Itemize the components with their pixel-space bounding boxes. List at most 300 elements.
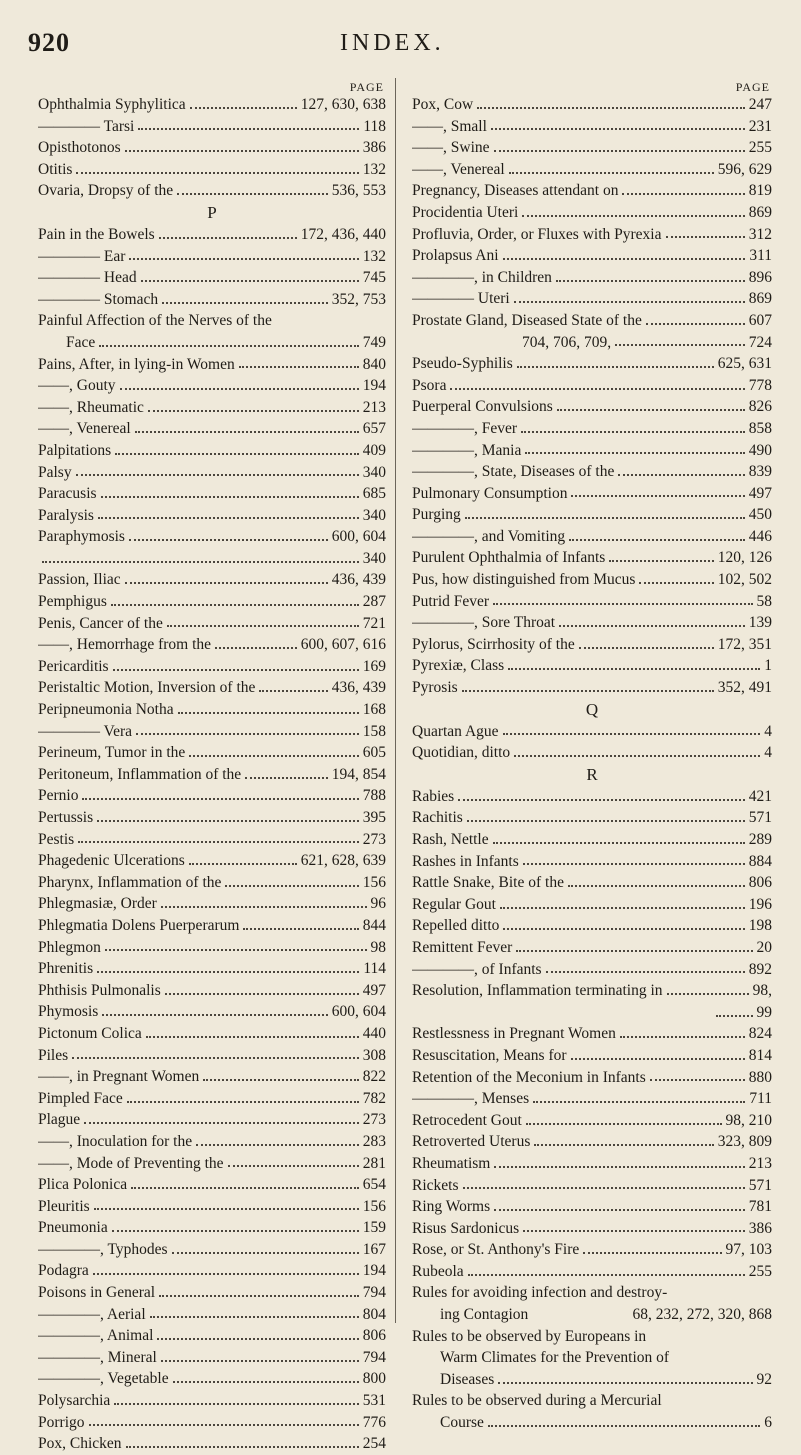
leader-dots	[113, 669, 359, 671]
entry-pages: 781	[748, 1198, 772, 1216]
entry-pages: 213	[362, 398, 386, 416]
leader-dots	[488, 1425, 760, 1427]
index-entry	[38, 310, 386, 332]
entry-pages: 621, 628, 639	[300, 852, 386, 870]
entry-pages: 800	[362, 1370, 386, 1388]
index-entry	[412, 440, 772, 462]
index-entry	[412, 461, 772, 483]
entry-term: Pharynx, Inflammation of the	[38, 873, 222, 891]
entry-term: Painful Affection of the Nerves of the	[38, 312, 272, 330]
entry-pages: 395	[362, 809, 386, 826]
leader-dots	[467, 820, 745, 822]
index-entry	[412, 332, 772, 354]
entry-term: Pertussis	[38, 809, 94, 826]
entry-term: Prostate Gland, Diseased State of the	[412, 311, 642, 329]
index-entry	[412, 742, 772, 764]
entry-term: Warm Climates for the Prevention of	[440, 1349, 670, 1367]
entry-term: Otitis	[38, 160, 73, 178]
index-entry	[38, 1174, 386, 1196]
index-entry	[38, 591, 386, 613]
leader-dots	[493, 603, 752, 605]
entry-pages: 132	[362, 160, 386, 178]
entry-term: Rattle Snake, Bite of the	[412, 874, 564, 892]
index-entry	[412, 547, 772, 569]
index-entry	[412, 612, 772, 634]
leader-dots	[159, 237, 297, 239]
leader-dots	[494, 1209, 745, 1211]
leader-dots	[666, 236, 745, 238]
entry-term: Face	[66, 333, 96, 351]
entry-pages: 794	[362, 1348, 386, 1366]
index-entry	[38, 1217, 386, 1239]
index-entry	[38, 159, 386, 181]
leader-dots	[189, 755, 358, 757]
entry-pages: 281	[362, 1154, 386, 1172]
entry-pages: 352, 491	[717, 679, 772, 697]
entry-pages: 497	[362, 981, 386, 999]
entry-term: Perineum, Tumor in the	[38, 744, 186, 762]
index-entry	[38, 721, 386, 743]
entry-term: ————, Mineral	[38, 1348, 157, 1366]
leader-dots	[559, 625, 745, 627]
entry-pages: 806	[362, 1327, 386, 1345]
index-entry	[412, 375, 772, 397]
index-entry	[412, 591, 772, 613]
index-entry	[38, 332, 386, 354]
entry-term: Phrenitis	[38, 960, 94, 978]
entry-term: Plica Polonica	[38, 1176, 128, 1194]
index-entry	[412, 1045, 772, 1067]
leader-dots	[477, 107, 745, 109]
index-entry	[38, 548, 386, 570]
entry-pages: 194, 854	[331, 765, 386, 783]
index-entry	[412, 959, 772, 981]
entry-term: Pyrosis	[412, 679, 458, 697]
leader-dots	[161, 906, 367, 908]
leader-dots	[225, 885, 358, 887]
leader-dots	[579, 647, 714, 649]
entry-term: 704, 706, 709,	[522, 333, 612, 351]
entry-pages: 721	[362, 614, 386, 632]
index-entry	[412, 202, 772, 224]
entry-pages: 172, 436, 440	[300, 225, 386, 243]
entry-term: Palpitations	[38, 441, 112, 459]
index-entry	[38, 289, 386, 311]
entry-term: ——, Small	[412, 117, 487, 135]
entry-term: ——, Venereal	[412, 160, 505, 178]
entry-pages: 273	[362, 1111, 386, 1129]
entry-pages: 536, 553	[331, 182, 386, 200]
leader-dots	[503, 928, 744, 930]
entry-pages: 194	[362, 377, 386, 395]
entry-term: Pictonum Colica	[38, 1024, 142, 1042]
entry-pages: 600, 607, 616	[300, 636, 386, 654]
index-entry	[412, 1067, 772, 1089]
index-entry	[38, 1196, 386, 1218]
entry-pages: 711	[749, 1090, 772, 1108]
index-entry	[412, 1131, 772, 1153]
leader-dots	[503, 258, 746, 260]
index-entry	[412, 137, 772, 159]
entry-pages: 446	[748, 527, 772, 545]
entry-term: Rules to be observed by Europeans in	[412, 1327, 647, 1345]
entry-term: Pseudo-Syphilis	[412, 355, 513, 373]
entry-term: Porrigo	[38, 1413, 85, 1431]
index-entry	[412, 569, 772, 591]
leader-dots	[450, 388, 744, 390]
index-entry	[38, 1347, 386, 1369]
leader-dots	[146, 1036, 359, 1038]
entry-term: Putrid Fever	[412, 592, 490, 610]
index-entry	[38, 829, 386, 851]
leader-dots	[165, 993, 359, 995]
entry-pages: 159	[362, 1219, 386, 1237]
index-entry	[412, 1023, 772, 1045]
entry-term: ing Contagion	[440, 1306, 529, 1324]
leader-dots	[196, 1144, 359, 1146]
entry-term: Rashes in Infants	[412, 852, 519, 870]
index-entry	[38, 116, 386, 138]
leader-dots	[646, 323, 745, 325]
entry-term: Remittent Fever	[412, 938, 513, 956]
index-entry	[38, 1260, 386, 1282]
index-entry	[412, 807, 772, 829]
index-entry	[38, 526, 386, 548]
index-entry	[412, 180, 772, 202]
entry-term: Rose, or St. Anthony's Fire	[412, 1241, 580, 1259]
leader-dots	[517, 366, 714, 368]
entry-term: ————, Vegetable	[38, 1370, 169, 1388]
leader-dots	[458, 799, 745, 801]
leader-dots	[131, 1187, 359, 1189]
leader-dots	[522, 215, 744, 217]
index-entry	[38, 699, 386, 721]
index-entry	[38, 94, 386, 116]
index-entry	[412, 1196, 772, 1218]
leader-dots	[203, 1079, 359, 1081]
entry-term: Phthisis Pulmonalis	[38, 981, 161, 999]
entry-pages: 605	[362, 744, 386, 762]
leader-dots	[523, 1230, 745, 1232]
entry-term: Repelled ditto	[412, 917, 500, 935]
entry-pages: 255	[748, 1262, 772, 1280]
leader-dots	[189, 863, 297, 865]
index-entry	[412, 418, 772, 440]
index-entry	[38, 569, 386, 591]
entry-term: ————, Sore Throat	[412, 614, 556, 632]
index-entry	[38, 1282, 386, 1304]
column-divider	[395, 78, 396, 1323]
entry-pages: 600, 604	[331, 1003, 386, 1021]
entry-term: Peristaltic Motion, Inversion of the	[38, 679, 256, 697]
index-entry	[412, 1110, 772, 1132]
entry-term: Prolapsus Ani	[412, 247, 499, 265]
entry-term: Phymosis	[38, 1003, 99, 1021]
entry-pages: 169	[362, 657, 386, 675]
entry-pages: 869	[748, 203, 772, 221]
leader-dots	[491, 128, 745, 130]
entry-term: Poisons in General	[38, 1284, 156, 1302]
entry-term: ———— Tarsi	[38, 117, 135, 135]
entry-pages: 254	[362, 1435, 386, 1453]
entry-pages: 255	[748, 139, 772, 157]
entry-term: Paraphymosis	[38, 528, 125, 546]
index-entry	[38, 1066, 386, 1088]
leader-dots	[127, 1101, 359, 1103]
entry-term: Pylorus, Scirrhosity of the	[412, 635, 575, 653]
leader-dots	[525, 452, 744, 454]
leader-dots	[622, 193, 744, 195]
entry-pages: 440	[362, 1024, 386, 1042]
index-entry	[38, 807, 386, 829]
index-entry	[38, 1045, 386, 1067]
index-entry	[38, 267, 386, 289]
leader-dots	[161, 1360, 359, 1362]
entry-term: ——, Inoculation for the	[38, 1132, 193, 1150]
entry-pages: 158	[362, 722, 386, 740]
entry-pages: 283	[362, 1132, 386, 1150]
leader-dots	[159, 1295, 359, 1297]
index-entry	[38, 1153, 386, 1175]
entry-term: ——, Mode of Preventing the	[38, 1154, 224, 1172]
entry-pages: 884	[748, 852, 772, 870]
leader-dots	[178, 712, 359, 714]
index-entry	[38, 1001, 386, 1023]
index-entry	[412, 1261, 772, 1283]
entry-pages: 685	[362, 485, 386, 503]
entry-pages: 826	[748, 398, 772, 416]
entry-term: ————, Menses	[412, 1090, 530, 1108]
leader-dots	[463, 1187, 745, 1189]
entry-term: Plague	[38, 1111, 81, 1129]
entry-term: Ring Worms	[412, 1198, 491, 1216]
entry-pages: 312	[748, 225, 772, 243]
leader-dots	[215, 647, 297, 649]
entry-pages: 213	[748, 1154, 772, 1172]
entry-term: Rubeola	[412, 1262, 464, 1280]
index-entry	[412, 1326, 772, 1348]
index-entry	[38, 958, 386, 980]
index-entry	[38, 1433, 386, 1455]
leader-dots	[98, 517, 359, 519]
entry-term: Palsy	[38, 463, 72, 481]
leader-dots	[112, 1230, 359, 1232]
index-entry	[38, 483, 386, 505]
index-entry	[412, 1304, 772, 1326]
index-column-right	[412, 80, 772, 1434]
entry-pages: 386	[748, 1219, 772, 1237]
index-entry	[38, 656, 386, 678]
entry-pages: 824	[748, 1025, 772, 1043]
index-entry	[38, 137, 386, 159]
entry-pages: 20	[756, 938, 772, 956]
entry-pages: 287	[362, 593, 386, 611]
leader-dots	[521, 431, 745, 433]
entry-pages: 127, 630, 638	[300, 96, 386, 113]
index-entry	[38, 1088, 386, 1110]
leader-dots	[129, 539, 328, 541]
entry-pages: 1	[764, 657, 772, 675]
entry-term: Pleuritis	[38, 1197, 90, 1215]
entry-pages: 806	[748, 874, 772, 892]
leader-dots	[177, 193, 328, 195]
page-header	[0, 28, 801, 64]
leader-dots	[97, 971, 359, 973]
leader-dots	[615, 344, 745, 346]
entry-term: Pus, how distinguished from Mucus	[412, 571, 636, 589]
entry-term: Rules to be observed during a Mercurial	[412, 1392, 662, 1410]
entry-pages: 156	[362, 873, 386, 891]
entry-pages: 794	[362, 1284, 386, 1302]
leader-dots	[494, 150, 745, 152]
index-entry	[412, 829, 772, 851]
entry-term: Phlegmasiæ, Order	[38, 895, 157, 913]
leader-dots	[105, 949, 367, 951]
leader-dots	[78, 841, 359, 843]
entry-pages: 745	[362, 269, 386, 287]
leader-dots	[125, 150, 359, 152]
entry-pages: 96	[370, 895, 386, 913]
entry-term: Quartan Ague	[412, 722, 499, 740]
index-entry	[412, 634, 772, 656]
entry-term: ———— Stomach	[38, 290, 159, 308]
entry-pages: 6	[764, 1414, 772, 1432]
entry-pages: 600, 604	[331, 528, 386, 546]
leader-dots	[571, 1058, 745, 1060]
leader-dots	[72, 1057, 359, 1059]
leader-dots	[618, 474, 744, 476]
entry-term: Retroverted Uterus	[412, 1133, 531, 1151]
entry-term: Phagedenic Ulcerations	[38, 852, 185, 870]
index-entry	[412, 1347, 772, 1369]
entry-term: Paralysis	[38, 506, 94, 524]
entry-term: Pernio	[38, 787, 79, 805]
entry-term: Phlegmatia Dolens Puerperarum	[38, 916, 240, 934]
index-entry	[412, 1002, 772, 1024]
entry-pages: 778	[748, 376, 772, 394]
index-entry	[38, 246, 386, 268]
entry-pages: 804	[362, 1305, 386, 1323]
index-entry	[38, 850, 386, 872]
index-entry	[412, 159, 772, 181]
leader-dots	[167, 625, 359, 627]
leader-dots	[557, 409, 745, 411]
entry-pages: 892	[748, 960, 772, 978]
index-entry	[412, 1153, 772, 1175]
index-entry	[38, 742, 386, 764]
entry-term: ———— Head	[38, 269, 137, 287]
entry-pages: 607	[748, 311, 772, 329]
entry-pages: 819	[748, 182, 772, 200]
entry-term: Opisthotonos	[38, 139, 121, 157]
leader-dots	[498, 1382, 752, 1384]
entry-term: Phlegmon	[38, 938, 101, 956]
entry-pages: 436, 439	[331, 679, 386, 697]
index-entry	[412, 851, 772, 873]
entry-pages: 167	[362, 1240, 386, 1258]
index-entry	[412, 915, 772, 937]
entry-pages: 132	[362, 247, 386, 265]
leader-dots	[508, 668, 760, 670]
index-entry	[412, 245, 772, 267]
index-entry	[412, 721, 772, 743]
index-entry	[38, 440, 386, 462]
leader-dots	[120, 388, 359, 390]
index-entry	[412, 786, 772, 808]
entry-term: Polysarchia	[38, 1392, 111, 1410]
entry-term: Retention of the Meconium in Infants	[412, 1068, 646, 1086]
entry-pages: 114	[363, 960, 386, 978]
entry-pages: 98	[370, 938, 386, 956]
index-entry	[412, 980, 772, 1002]
index-entry	[38, 677, 386, 699]
entry-pages: 340	[362, 549, 386, 567]
entry-pages: 571	[748, 1176, 772, 1194]
entry-pages: 172, 351	[717, 635, 772, 653]
entry-pages: 98,	[752, 982, 772, 1000]
leader-dots	[97, 820, 359, 822]
leader-dots	[84, 1122, 359, 1124]
entry-term: ———— Uteri	[412, 290, 510, 308]
entry-pages: 625, 631	[717, 355, 772, 373]
leader-dots	[509, 172, 714, 174]
leader-dots	[136, 733, 359, 735]
entry-pages: 168	[362, 701, 386, 719]
entry-pages: 311	[749, 247, 772, 265]
entry-pages: 4	[764, 722, 772, 740]
index-entry	[38, 224, 386, 246]
leader-dots	[516, 950, 752, 952]
entry-pages: 98, 210	[725, 1111, 772, 1129]
leader-dots	[534, 1144, 713, 1146]
index-entry	[412, 1282, 772, 1304]
index-entry	[412, 1218, 772, 1240]
leader-dots	[129, 258, 358, 260]
entry-pages: 596, 629	[717, 160, 772, 178]
leader-dots	[500, 907, 745, 909]
index-entry	[38, 1239, 386, 1261]
entry-pages: 97, 103	[725, 1241, 772, 1259]
entry-term: Pulmonary Consumption	[412, 484, 568, 502]
entry-pages: 156	[362, 1197, 386, 1215]
leader-dots	[650, 1079, 745, 1081]
leader-dots	[514, 755, 760, 757]
entry-term: ——, Gouty	[38, 377, 116, 395]
index-entry	[412, 1369, 772, 1391]
index-entry	[412, 655, 772, 677]
index-entry	[38, 764, 386, 786]
index-entry	[38, 634, 386, 656]
entry-term: ——, Rheumatic	[38, 398, 144, 416]
entry-pages: 68, 232, 272, 320, 868	[632, 1306, 772, 1324]
entry-term: Psora	[412, 376, 447, 394]
entry-term: Pox, Cow	[412, 96, 474, 113]
entry-pages: 409	[362, 441, 386, 459]
entry-pages: 840	[362, 355, 386, 373]
entry-term: ————, and Vomiting	[412, 527, 566, 545]
entry-pages: 340	[362, 463, 386, 481]
entry-pages: 844	[362, 916, 386, 934]
entry-pages: 58	[756, 592, 772, 610]
entry-term: Profluvia, Order, or Fluxes with Pyrexia	[412, 225, 662, 243]
entry-pages: 102, 502	[717, 571, 772, 589]
index-entry	[38, 980, 386, 1002]
entry-term: Ophthalmia Syphylitica	[38, 96, 186, 113]
entry-term: ————, Aerial	[38, 1305, 146, 1323]
entry-term: ——, Venereal	[38, 420, 131, 438]
entry-term: Rachitis	[412, 809, 463, 827]
leader-dots	[82, 798, 358, 800]
